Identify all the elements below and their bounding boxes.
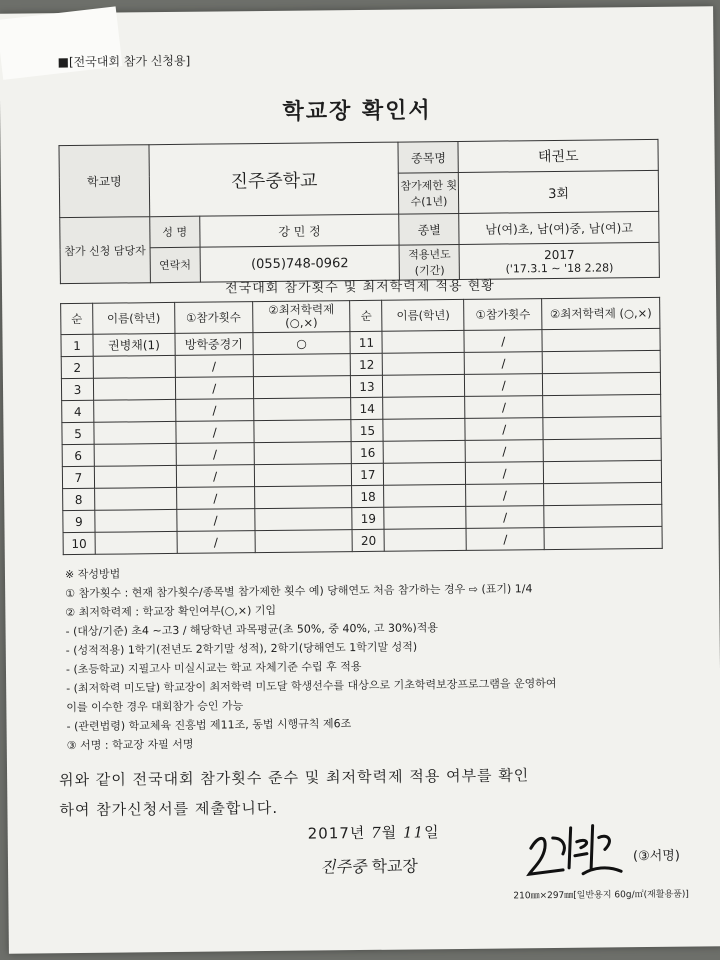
- student-name: [383, 374, 465, 397]
- person-label: 참가 신청 담당자: [60, 217, 151, 284]
- participation-count: /: [464, 352, 542, 375]
- student-name: [94, 443, 176, 466]
- participation-grid: [60, 297, 663, 555]
- date-day: 11: [402, 823, 425, 842]
- row-number: 19: [352, 507, 384, 529]
- header-count: ①참가횟수: [174, 302, 252, 334]
- school-value: 진주중학교: [149, 142, 399, 217]
- participation-count: /: [176, 465, 254, 488]
- academic-check: [253, 398, 351, 421]
- header-academic: ②최저학력제 (○,×): [542, 297, 660, 329]
- student-name: [94, 465, 176, 488]
- instruction-line: ③ 서명 : 학교장 자필 서명: [66, 737, 194, 753]
- student-name: [384, 528, 466, 551]
- row-number: 9: [63, 510, 95, 532]
- participation-count: /: [176, 421, 254, 444]
- instruction-line: ② 최저학력제 : 학교장 확인여부(○,×) 기입: [65, 603, 277, 620]
- student-name: [95, 509, 177, 532]
- row-number: 7: [62, 466, 94, 488]
- participation-count: /: [465, 374, 543, 397]
- academic-check: [254, 420, 352, 443]
- participation-count: /: [464, 330, 542, 353]
- participation-count: 방학중경기: [175, 333, 253, 356]
- academic-check: [543, 460, 661, 483]
- student-name: [95, 487, 177, 510]
- academic-check: [254, 442, 352, 465]
- limit-value: 3회: [459, 170, 659, 213]
- student-name: 권병채(1): [93, 333, 175, 356]
- header-tag: ■[전국대회 참가 신청용]: [57, 53, 191, 70]
- academic-check: [253, 376, 351, 399]
- header-no: 순: [350, 300, 382, 331]
- sport-label: 종목명: [398, 141, 458, 173]
- name-label: 성 명: [150, 216, 200, 248]
- row-number: 13: [351, 375, 383, 397]
- row-number: 3: [61, 378, 93, 400]
- participation-count: /: [466, 462, 544, 485]
- student-name: [383, 396, 465, 419]
- participation-count: /: [466, 528, 544, 551]
- instruction-line: - (초등학교) 지필고사 미실시교는 학교 자체기준 수립 후 적용: [65, 660, 362, 677]
- name-value: 강 민 정: [199, 214, 399, 247]
- student-name: [384, 440, 466, 463]
- instruction-line: ① 참가횟수 : 현재 참가횟수/종목별 참가제한 횟수 예) 당해연도 처음 참가하는 경우 ⇨ (표기) 1/4: [65, 582, 533, 601]
- school-label: 학교명: [59, 145, 150, 218]
- participation-count: /: [177, 531, 255, 554]
- date-month-label: 월: [381, 823, 398, 842]
- confirm-line-2: 하여 참가신청서를 제출합니다.: [59, 798, 279, 820]
- participation-count: /: [465, 440, 543, 463]
- category-label: 종별: [399, 213, 459, 245]
- paper-spec: 210㎜×297㎜[일반용지 60g/㎡(재활용품)]: [513, 889, 689, 902]
- student-name: [94, 399, 176, 422]
- confirm-line-1: 위와 같이 전국대회 참가횟수 준수 및 최저학력제 적용 여부를 확인: [59, 766, 530, 790]
- participation-count: /: [466, 484, 544, 507]
- header-no: 순: [61, 303, 93, 334]
- student-name: [384, 462, 466, 485]
- student-name: [93, 355, 175, 378]
- student-name: [93, 377, 175, 400]
- participation-count: /: [466, 506, 544, 529]
- academic-check: [254, 508, 352, 531]
- row-number: 20: [353, 529, 385, 551]
- row-number: 16: [352, 441, 384, 463]
- row-number: 17: [352, 463, 384, 485]
- participation-count: /: [175, 377, 253, 400]
- instruction-line: 이를 이수한 경우 대회참가 승인 가능: [66, 699, 244, 715]
- academic-check: [543, 394, 661, 417]
- limit-label: 참가제한 횟수(1년): [399, 172, 459, 214]
- contact-label: 연락처: [150, 247, 200, 283]
- signature-label: (③서명): [632, 848, 680, 865]
- academic-check: [543, 416, 661, 439]
- academic-check: [542, 328, 660, 351]
- document-title: 학교장 확인서: [282, 98, 432, 125]
- participation-count: /: [177, 509, 255, 532]
- principal-line: [320, 853, 418, 877]
- header-name: 이름(학년): [93, 302, 175, 334]
- row-number: 10: [63, 532, 95, 554]
- participation-count: /: [465, 418, 543, 441]
- student-name: [94, 421, 176, 444]
- header-name: 이름(학년): [382, 299, 464, 331]
- year-value: 2017: [543, 247, 575, 262]
- academic-check: [544, 526, 662, 549]
- year-label: 적용년도 (기간): [399, 244, 459, 280]
- academic-check: [543, 372, 661, 395]
- academic-check: [544, 504, 662, 527]
- submission-date: [308, 821, 440, 843]
- writing-instructions: [65, 558, 707, 755]
- row-number: 11: [350, 331, 382, 353]
- date-year: 2017년: [307, 823, 366, 843]
- instruction-line: - (최저학력 미도달) 학교장이 최저학력 미도달 학생선수를 대상으로 기초학력보장프로그램을 운영하여: [66, 676, 557, 696]
- row-number: 5: [62, 422, 94, 444]
- category-value: 남(여)초, 남(여)중, 남(여)고: [459, 211, 659, 244]
- instruction-line: - (관련법령) 학교체육 진흥법 제11조, 동법 시행규칙 제6조: [66, 717, 352, 734]
- handwritten-school-name: 진주중: [319, 856, 367, 877]
- academic-check: [253, 354, 351, 377]
- academic-check: [542, 350, 660, 373]
- row-number: 4: [62, 400, 94, 422]
- instruction-line: ※ 작성방법: [64, 567, 121, 582]
- row-number: 14: [351, 397, 383, 419]
- row-number: 12: [351, 353, 383, 375]
- date-month: 7: [371, 823, 382, 842]
- instruction-line: - (성적적용) 1학기(전년도 2학기말 성적), 2학기(당해연도 1학기말 성적): [65, 640, 418, 658]
- status-title: 전국대회 참가횟수 및 최저학력제 적용 현황: [225, 278, 495, 297]
- academic-check: [544, 482, 662, 505]
- document-paper: [0, 6, 720, 953]
- period-value: ('17.3.1 ~ '18 2.28): [505, 260, 614, 275]
- student-name: [384, 506, 466, 529]
- student-name: [384, 484, 466, 507]
- header-academic: ②최저학력제 (○,×): [252, 301, 350, 333]
- contact-value: (055)748-0962: [200, 245, 400, 282]
- row-number: 6: [62, 444, 94, 466]
- participation-count: /: [175, 355, 253, 378]
- info-table: [58, 139, 659, 284]
- participation-count: /: [465, 396, 543, 419]
- academic-check: [543, 438, 661, 461]
- instruction-line: - (대상/기준) 초4 ~고3 / 해당학년 과목평균(초 50%, 중 40%, 고 30%)적용: [65, 621, 439, 639]
- row-number: 18: [352, 485, 384, 507]
- participation-count: /: [176, 443, 254, 466]
- academic-check: ○: [253, 332, 351, 355]
- student-name: [383, 418, 465, 441]
- academic-check: [254, 486, 352, 509]
- header-count: ①참가횟수: [464, 299, 542, 331]
- academic-check: [254, 464, 352, 487]
- date-day-label: 일: [423, 823, 440, 842]
- student-name: [383, 352, 465, 375]
- row-number: 8: [63, 488, 95, 510]
- row-number: 15: [351, 419, 383, 441]
- sport-value: 태권도: [458, 139, 658, 172]
- student-name: [382, 330, 464, 353]
- row-number: 2: [61, 356, 93, 378]
- principal-suffix: 학교장: [371, 856, 418, 876]
- participation-count: /: [175, 399, 253, 422]
- row-number: 1: [61, 334, 93, 356]
- principal-signature: [522, 807, 633, 888]
- participation-count: /: [176, 487, 254, 510]
- academic-check: [255, 530, 353, 553]
- student-name: [95, 531, 177, 554]
